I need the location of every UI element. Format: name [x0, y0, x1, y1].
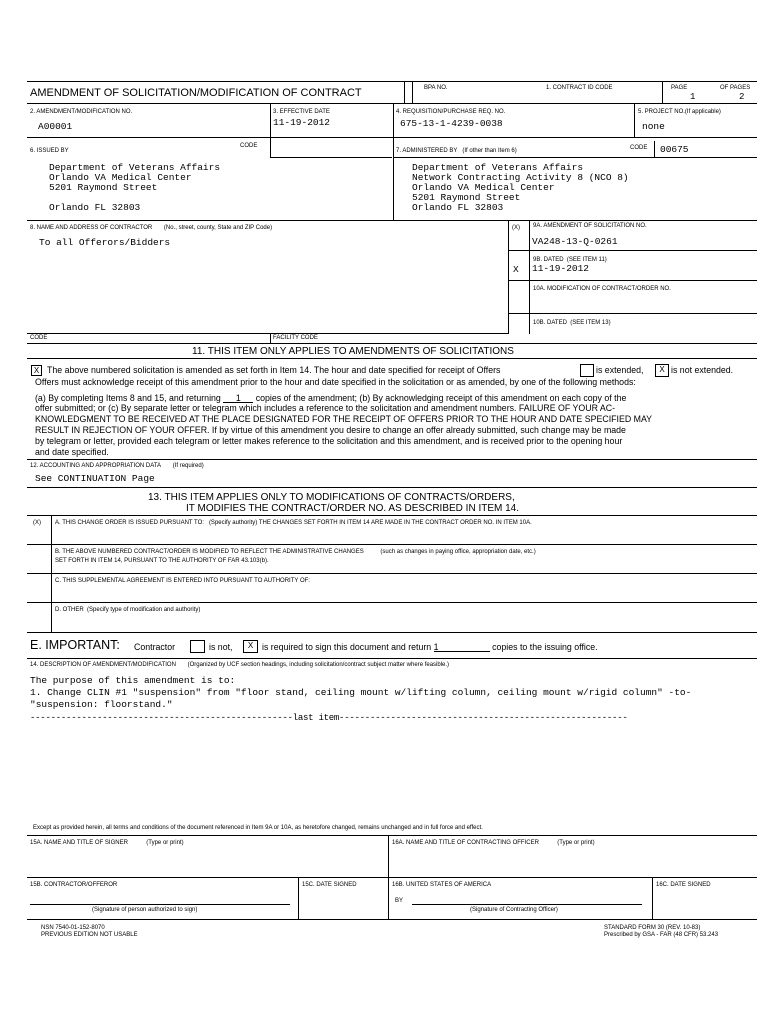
sig-officer-caption: (Signature of Contracting Officer) [470, 907, 558, 913]
previous-edition-text: PREVIOUS EDITION NOT USABLE [41, 932, 138, 938]
item-11-line-1: The above numbered solicitation is amended as set forth in Item 14. The hour and date specified for receipt of Offers [47, 365, 501, 375]
officer-label: 16A. NAME AND TITLE OF CONTRACTING OFFICER (Type or print) [392, 840, 595, 846]
required-text: is required to sign this document and return 1 copies to the issuing office. [262, 642, 598, 652]
copies-count: 1 [223, 394, 253, 403]
amended-checkbox[interactable]: X [31, 365, 42, 376]
description-line-2: 1. Change CLIN #1 "suspension" from "floor stand, ceiling mount w/lifting column, ceiling mount w/rigid column" -to- [30, 687, 692, 698]
except-text: Except as provided herein, all terms and conditions of the document referenced in Item 9A or 10A, as heretofore changed, remains unchanged and in full force and effect. [33, 825, 483, 831]
item-13-c: C. THIS SUPPLEMENTAL AGREEMENT IS ENTERED INTO PURSUANT TO AUTHORITY OF: [55, 578, 310, 584]
item-13-a: A. THIS CHANGE ORDER IS ISSUED PURSUANT TO: (Specify authority) THE CHANGES SET FORTH IN ITEM 14 ARE MADE IN THE CONTRACT ORDER NO. IN ITEM 10A. [55, 520, 532, 526]
administered-line-2: Network Contracting Activity 8 (NCO 8) [412, 172, 629, 183]
item-11-para-l6: and date specified. [35, 447, 109, 457]
item-11-para-a: (a) By completing Items 8 and 15, and returning 1 copies of the amendment; (b) By acknowledging receipt of this amendment on each copy of the [35, 393, 627, 403]
amend-sol-label: 9A. AMENDMENT OF SOLICITATION NO. [533, 223, 647, 229]
item-13-heading-1: 13. THIS ITEM APPLIES ONLY TO MODIFICATIONS OF CONTRACTS/ORDERS, [148, 492, 515, 503]
is-extended-label: is extended, [596, 365, 644, 375]
effective-date: 11-19-2012 [273, 117, 331, 128]
of-pages-number: 2 [739, 92, 745, 102]
project-no-label: 5. PROJECT NO.(If applicable) [638, 109, 721, 115]
item-13-b: B. THE ABOVE NUMBERED CONTRACT/ORDER IS MODIFIED TO REFLECT THE ADMINISTRATIVE CHANGES (such as changes in paying office, appropriation date, etc.) [55, 549, 536, 555]
by-label: BY [395, 898, 404, 904]
item-11-para-l2: offer submitted; or (c) By separate letter or telegram which includes a reference to the solicitation and amendment numbers. FAILURE OF YOUR AC- [35, 403, 616, 413]
admin-code: 00675 [660, 144, 689, 155]
issued-by-line-1: Department of Veterans Affairs [49, 162, 221, 173]
mod-10a-label: 10A. MODIFICATION OF CONTRACT/ORDER NO. [533, 286, 671, 292]
item-11-para-l3: KNOWLEDGMENT TO BE RECEIVED AT THE PLACE DESIGNATED FOR THE RECEIPT OF OFFERS PRIOR TO THE HOUR AND DATE SPECIFIED MAY [35, 414, 653, 424]
amendment-no: A00001 [38, 121, 73, 132]
dated-10b-label: 10B. DATED (SEE ITEM 13) [533, 320, 611, 326]
not-extended-checkbox[interactable]: X [655, 364, 669, 377]
facility-code-label: FACILITY CODE [273, 335, 318, 341]
is-not-extended-label: is not extended. [671, 365, 734, 375]
prescribed-text: Prescribed by GSA - FAR (48 CFR) 53.243 [604, 932, 719, 938]
signer-label: 15A. NAME AND TITLE OF SIGNER (Type or print) [30, 840, 184, 846]
last-item-line: ---------------------------------------------------last item-------------------------------------------------------- [30, 713, 628, 723]
effective-date-label: 3. EFFECTIVE DATE [273, 109, 330, 115]
amendment-no-label: 2. AMENDMENT/MODIFICATION NO. [30, 109, 133, 115]
accounting-value: See CONTINUATION Page [35, 473, 155, 484]
page-label: PAGE [671, 85, 688, 91]
administered-line-4: 5201 Raymond Street [412, 192, 521, 203]
important-contractor: Contractor [134, 642, 176, 652]
sig-person-caption: (Signature of person authorized to sign) [92, 907, 198, 913]
admin-code-label: CODE [630, 145, 648, 151]
extended-checkbox[interactable] [580, 364, 594, 377]
contract-id-code-label: 1. CONTRACT ID CODE [546, 85, 613, 91]
administered-line-3: Orlando VA Medical Center [412, 182, 555, 193]
administered-line-5: Orlando FL 32803 [412, 202, 504, 213]
contractor-label: 8. NAME AND ADDRESS OF CONTRACTOR (No., street, county, State and ZIP Code) [30, 225, 273, 231]
x-column-label: (X) [512, 225, 520, 231]
important-label: E. IMPORTANT: [30, 638, 120, 652]
description-line-3: "suspension: floorstand." [30, 699, 173, 710]
item-13-heading-2: IT MODIFIES THE CONTRACT/ORDER NO. AS DESCRIBED IN ITEM 14. [186, 503, 520, 514]
issued-by-line-2: Orlando VA Medical Center [49, 172, 192, 183]
dated-9b: 11-19-2012 [532, 263, 590, 274]
item-11-heading: 11. THIS ITEM ONLY APPLIES TO AMENDMENTS OF SOLICITATIONS [192, 346, 514, 357]
project-no: none [642, 121, 665, 132]
is-required-checkbox[interactable]: X [243, 640, 258, 653]
page-number: 1 [690, 92, 696, 102]
amend-sol-no: VA248-13-Q-0261 [532, 236, 618, 247]
description-line-1: The purpose of this amendment is to: [30, 675, 236, 686]
usa-label: 16B. UNITED STATES OF AMERICA [392, 882, 492, 888]
item-13-d: D. OTHER (Specify type of modification and authority) [55, 607, 201, 613]
issued-by-code-label: CODE [240, 143, 258, 149]
is-not-label: is not, [209, 642, 233, 652]
nsn-text: NSN 7540-01-152-8070 [41, 925, 105, 931]
dated-9b-label: 9B. DATED (SEE ITEM 11) [533, 257, 607, 263]
code-label-row8: CODE [30, 335, 48, 341]
administered-line-1: Department of Veterans Affairs [412, 162, 584, 173]
issued-by-label: 6. ISSUED BY [30, 148, 69, 154]
date-signed-16c: 16C. DATE SIGNED [656, 882, 711, 888]
requisition-label: 4. REQUISITION/PURCHASE REQ. NO. [396, 109, 506, 115]
description-label: 14. DESCRIPTION OF AMENDMENT/MODIFICATION (Organized by UCF section headings, including solicitation/contract subject matter where feasible.) [30, 662, 450, 668]
contractor-name: To all Offerors/Bidders [39, 237, 171, 248]
date-signed-15c: 15C. DATE SIGNED [302, 882, 357, 888]
item-13-x-label: (X) [33, 520, 41, 526]
form-title: AMENDMENT OF SOLICITATION/MODIFICATION OF CONTRACT [30, 87, 362, 99]
item-11-para-l4: RESULT IN REJECTION OF YOUR OFFER. If by virtue of this amendment you desire to change an offer already submitted, such change may be made [35, 425, 626, 435]
of-pages-label: OF PAGES [720, 85, 751, 91]
return-copies: 1 [434, 643, 490, 652]
administered-by-label: 7. ADMINISTERED BY (If other than Item 6) [396, 148, 517, 154]
accounting-label: 12. ACCOUNTING AND APPROPRIATION DATA (If required) [30, 463, 204, 469]
requisition-no: 675-13-1-4239-0038 [400, 118, 503, 129]
standard-form-text: STANDARD FORM 30 (REV. 10-83) [604, 925, 701, 931]
item-11-line-2: Offers must acknowledge receipt of this amendment prior to the hour and date specified in the solicitation or as amended, by one of the following methods: [35, 377, 636, 387]
issued-by-line-5: Orlando FL 32803 [49, 202, 141, 213]
issued-by-line-3: 5201 Raymond Street [49, 182, 158, 193]
is-not-checkbox[interactable] [190, 640, 205, 653]
item-13-b-2: SET FORTH IN ITEM 14, PURSUANT TO THE AUTHORITY OF FAR 43.103(b). [55, 558, 269, 564]
contractor-offeror-label: 15B. CONTRACTOR/OFFEROR [30, 882, 118, 888]
bpa-label: BPA NO. [424, 85, 448, 91]
check-9b: X [513, 264, 519, 275]
item-11-para-l5: by telegram or letter, provided each telegram or letter makes reference to the solicitation and this amendment, and is received prior to the opening hour [35, 436, 623, 446]
